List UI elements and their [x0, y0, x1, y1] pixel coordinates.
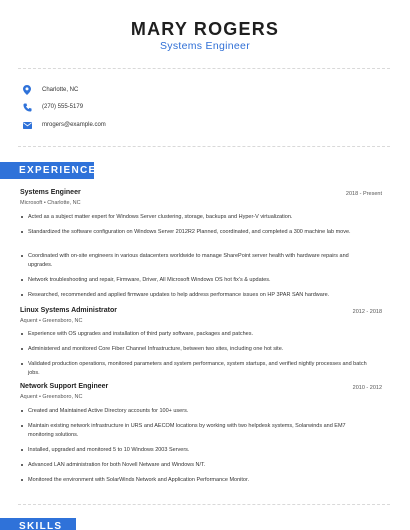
- location-pin-icon: [22, 85, 32, 95]
- list-item: Created and Maintained Active Directory accounts for 100+ users.: [20, 407, 370, 416]
- job-dates: 2010 - 2012: [352, 385, 382, 391]
- job-dates: 2018 - Present: [345, 191, 382, 197]
- job-headline: Systems Engineer: [159, 40, 250, 52]
- job-title: Systems Engineer: [20, 189, 81, 196]
- list-item: Maintain existing network infrastructure in URS and AECOM locations by working with two helpdesk systems, Solarwinds and EM7 monitoring solutions.: [20, 422, 370, 439]
- job-company: Aquent • Greensboro, NC: [20, 394, 83, 400]
- section-banner-skills: SKILLS: [0, 518, 76, 530]
- job-title: Linux Systems Administrator: [20, 307, 117, 314]
- contact-email: [22, 119, 106, 131]
- section-banner-experience: EXPERIENCE: [0, 162, 94, 179]
- candidate-name: MARY ROGERS: [130, 19, 280, 39]
- list-item: Monitored the environment with SolarWinds Network and Application Performance Monitor.: [20, 476, 370, 485]
- list-item: Advanced LAN administration for both Novell Netware and Windows N/T.: [20, 461, 370, 470]
- phone-icon: [22, 102, 32, 112]
- contact-email-text: mrogers@example.com: [42, 122, 106, 128]
- list-item: Coordinated with on-site engineers in various datacenters worldwide to manage SharePoint server health with hardware repairs and upgrades.: [20, 252, 370, 269]
- list-item: Network troubleshooting and repair, Firmware, Driver, All Microsoft Windows OS hot fix's & updates.: [20, 276, 370, 285]
- list-item: Standardized the software configuration on Windows Server 2012R2 Planned, coordinated, and completed a 300 machine lab move.: [20, 228, 370, 237]
- job-title: Network Support Engineer: [20, 383, 109, 390]
- envelope-icon: [22, 120, 32, 130]
- job-company: Microsoft • Charlotte, NC: [20, 200, 81, 206]
- list-item: Administered and monitored Core Fiber Channel Infrastructure, between two sites, including one hot site.: [20, 345, 370, 354]
- contact-location-text: Charlotte, NC: [42, 87, 79, 93]
- list-item: Researched, recommended and applied firmware updates to help address performance issues on HP 3PAR SAN hardware.: [20, 291, 370, 300]
- divider: [18, 504, 390, 505]
- contact-phone: [22, 101, 83, 113]
- contact-location: [22, 84, 78, 96]
- job-dates: 2012 - 2018: [352, 309, 382, 315]
- divider: [18, 68, 390, 69]
- contact-phone-text: (270) 555-5179: [42, 104, 84, 110]
- divider: [18, 146, 390, 147]
- list-item: Installed, upgraded and monitored 5 to 10 Windows 2003 Servers.: [20, 446, 370, 455]
- job-company: Aquent • Greensboro, NC: [20, 318, 83, 324]
- list-item: Acted as a subject matter expert for Windows Server clustering, storage, backups and Hyper-V virtualization.: [20, 213, 370, 222]
- list-item: Experience with OS upgrades and installation of third party software, packages and patches.: [20, 330, 370, 339]
- list-item: Validated production operations, monitored parameters and system performance, system startups, and verified nightly processes and batch jobs.: [20, 360, 370, 377]
